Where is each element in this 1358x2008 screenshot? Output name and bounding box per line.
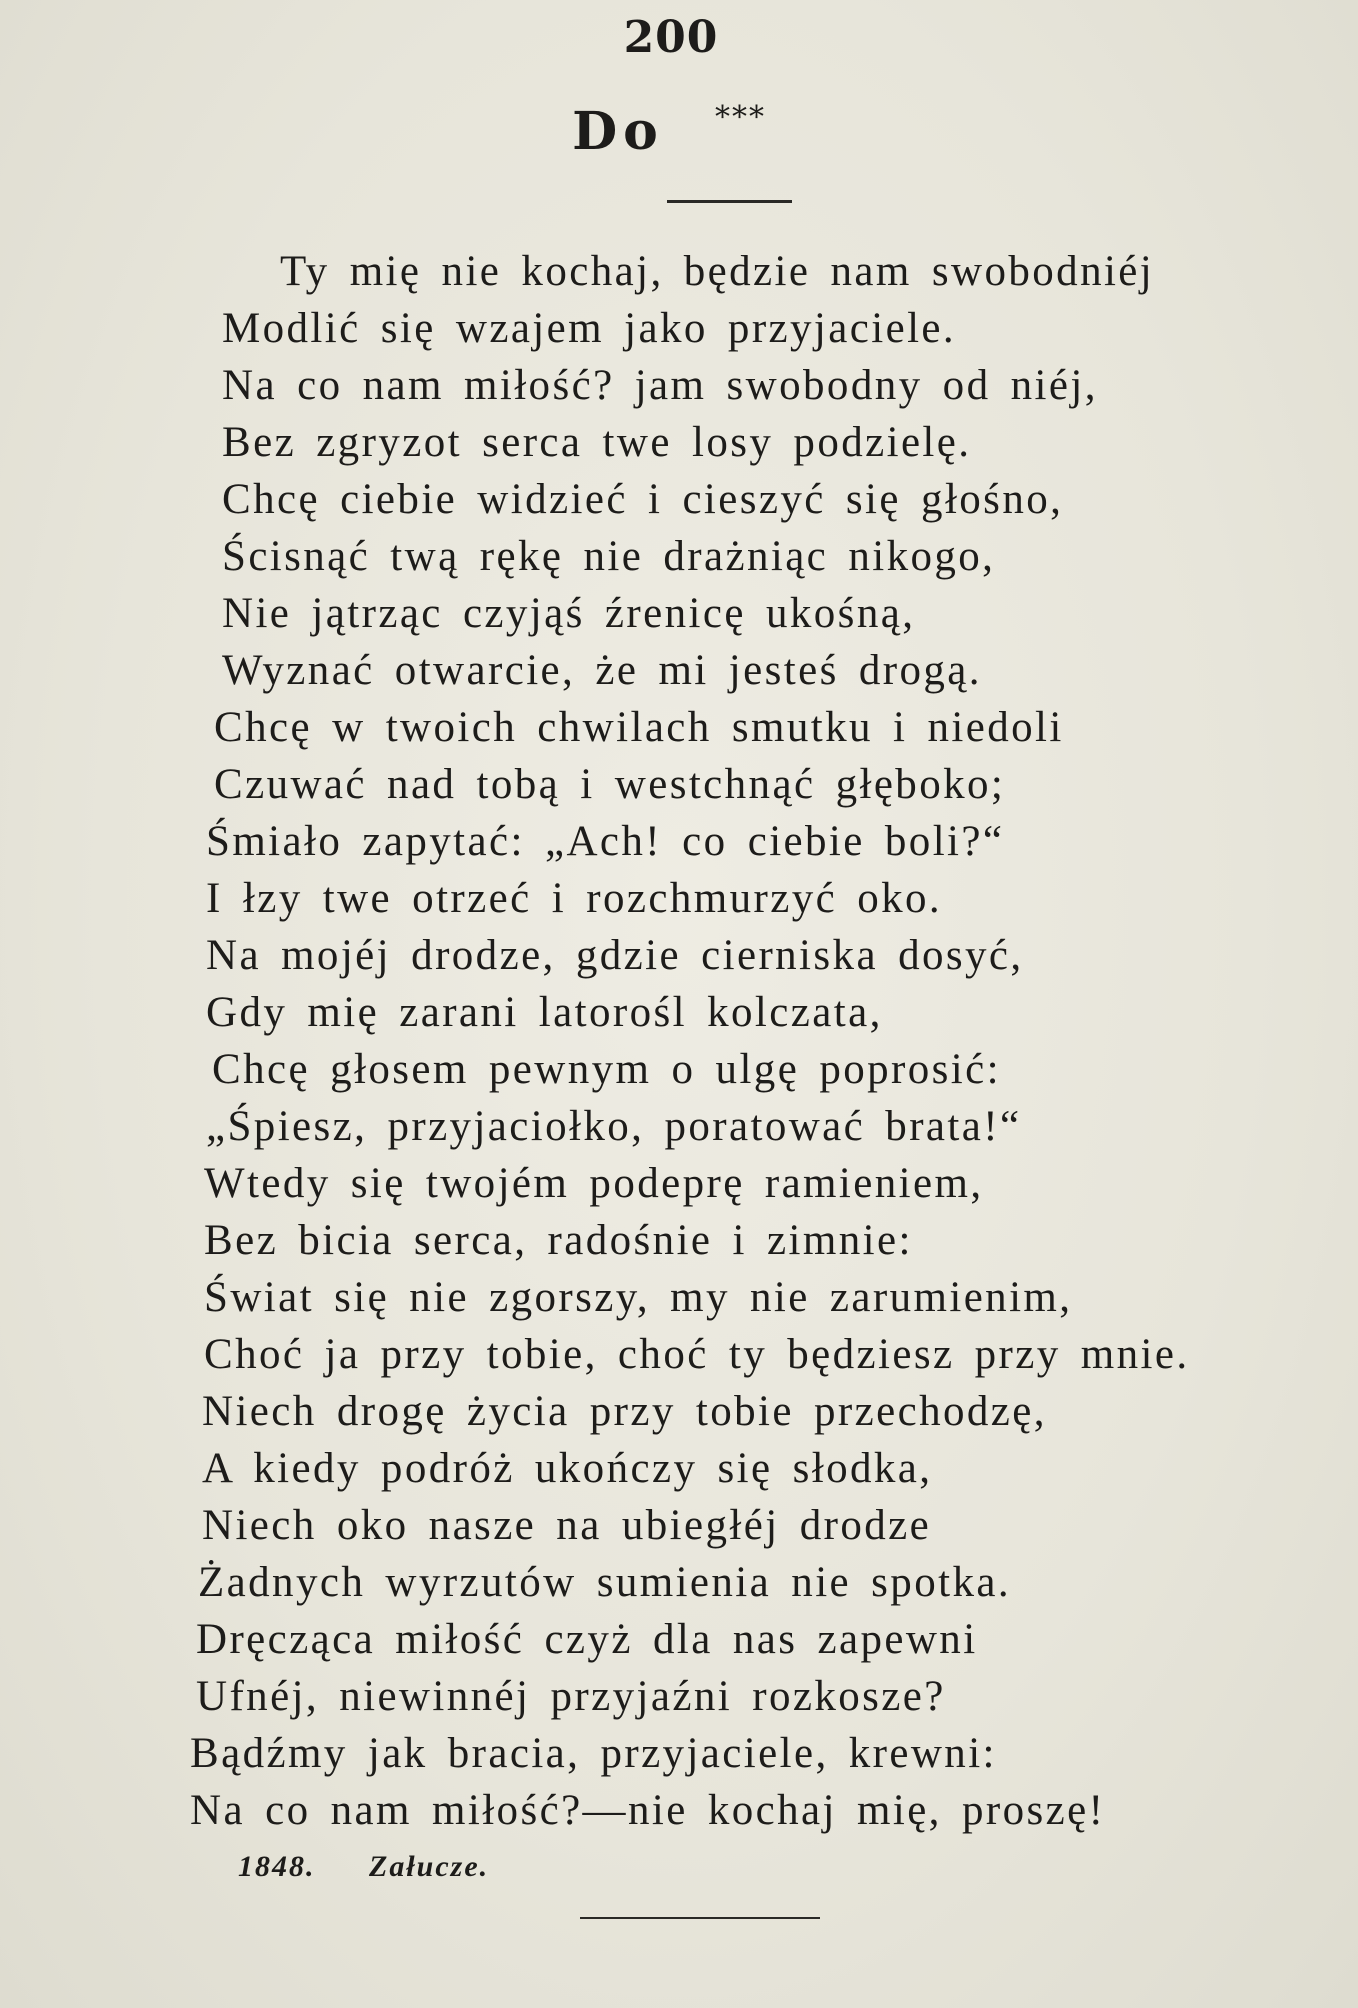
poem-place: Załucze. (369, 1850, 490, 1883)
poem-line: Bez bicia serca, radośnie i zimnie: (204, 1217, 913, 1264)
poem-line: Chcę ciebie widzieć i cieszyć się głośno, (222, 476, 1064, 523)
poem-line: Wyznać otwarcie, że mi jesteś drogą. (222, 647, 982, 694)
poem-line: Ty mię nie kochaj, będzie nam swobodniéj (280, 248, 1155, 295)
poem-body (190, 243, 1330, 1839)
poem-title (0, 100, 1348, 162)
poem-line: Świat się nie zgorszy, my nie zarumienim, (204, 1274, 1073, 1321)
end-divider (580, 1917, 820, 1919)
poem-line: Chcę głosem pewnym o ulgę poprosić: (212, 1046, 1001, 1093)
poem-line: Ufnéj, niewinnéj przyjaźni rozkosze? (196, 1673, 946, 1720)
poem-line: Chcę w twoich chwilach smutku i niedoli (214, 704, 1064, 751)
page-number: 200 (623, 12, 719, 63)
poem-line: A kiedy podróż ukończy się słodka, (202, 1445, 933, 1492)
poem-line: Niech oko nasze na ubiegłéj drodze (202, 1502, 932, 1549)
poem-line: Wtedy się twojém podeprę ramieniem, (204, 1160, 984, 1207)
poem-year: 1848. (238, 1850, 316, 1883)
poem-line: Dręcząca miłość czyż dla nas zapewni (196, 1616, 978, 1663)
poem-line: Niech drogę życia przy tobie przechodzę, (202, 1388, 1047, 1435)
title-divider (667, 200, 792, 203)
poem-line: Śmiało zapytać: „Ach! co ciebie boli?“ (206, 818, 1005, 865)
poem-line: Gdy mię zarani latorośl kolczata, (206, 989, 883, 1036)
poem-line: Bez zgryzot serca twe losy podzielę. (222, 419, 972, 466)
poem-line: Na co nam miłość? jam swobodny od niéj, (222, 362, 1098, 409)
poem-dateline (238, 1850, 489, 1884)
poem-line: Modlić się wzajem jako przyjaciele. (222, 305, 957, 352)
poem-line: Żadnych wyrzutów sumienia nie spotka. (198, 1559, 1011, 1606)
poem-line: „Śpiesz, przyjaciołko, poratować brata!“ (206, 1103, 1022, 1150)
poem-line: Choć ja przy tobie, choć ty będziesz przy mnie. (204, 1331, 1190, 1378)
poem-line: Nie jątrząc czyjąś źrenicę ukośną, (222, 590, 916, 637)
poem-title-text: Do (572, 101, 664, 162)
poem-line: Na mojéj drodze, gdzie cierniska dosyć, (206, 932, 1024, 979)
poem-line: I łzy twe otrzeć i rozchmurzyć oko. (206, 875, 943, 922)
title-ornament: *** (714, 100, 766, 135)
poem-line: Czuwać nad tobą i westchnąć głęboko; (214, 761, 1006, 808)
poem-line: Na co nam miłość?—nie kochaj mię, proszę! (190, 1787, 1106, 1834)
poem-line: Ścisnąć twą rękę nie drażniąc nikogo, (222, 533, 996, 580)
poem-line: Bądźmy jak bracia, przyjaciele, krewni: (190, 1730, 997, 1777)
